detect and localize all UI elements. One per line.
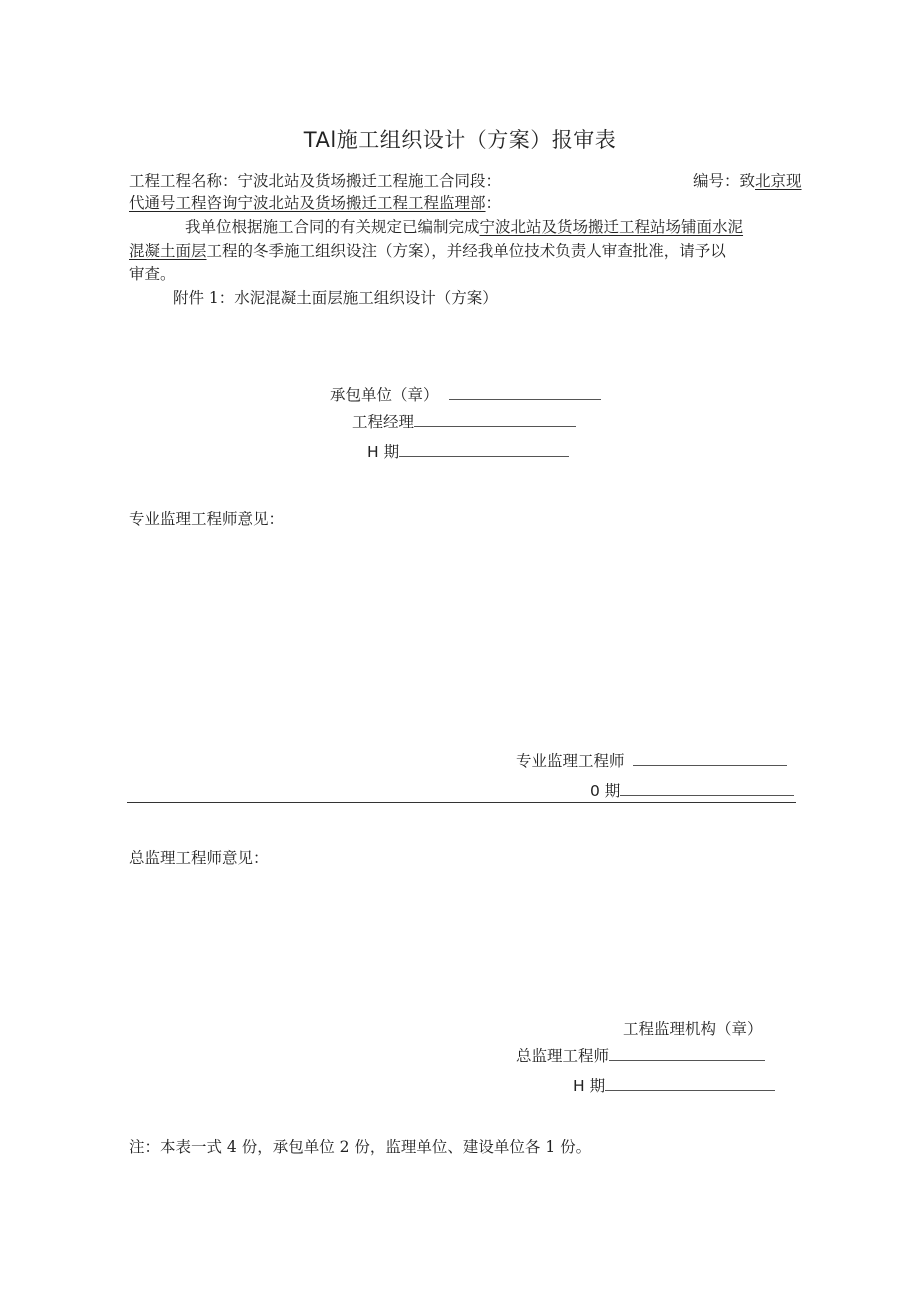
specialist-sign-label: 专业监理工程师 — [516, 752, 625, 770]
specialist-date-blank[interactable] — [620, 781, 794, 796]
specialist-date-row — [590, 780, 794, 802]
section-divider — [127, 802, 796, 803]
contractor-unit-label: 承包单位（章） — [330, 386, 439, 404]
addressee-line — [129, 192, 501, 214]
specialist-opinion-label: 专业监理工程师意见： — [129, 510, 285, 528]
specialist-sign-row — [516, 750, 787, 772]
addressee-part2: 代通号工程咨询宁波北站及货场搬迁工程工程监理部 — [129, 194, 486, 212]
paragraph-rest: 工程的冬季施工组织设注（方案），并经我单位技术负责人审查批准，请予以 — [206, 242, 726, 260]
contractor-date-label: H 期 — [367, 443, 400, 461]
project-manager-blank[interactable] — [414, 412, 576, 427]
paragraph-line-3: 审查。 — [129, 265, 176, 283]
chief-sign-row — [516, 1045, 765, 1067]
contractor-unit-row — [330, 384, 601, 406]
project-manager-label: 工程经理 — [352, 413, 415, 431]
number-label: 编号：致 — [693, 172, 756, 190]
project-manager-row — [352, 411, 576, 433]
form-title: TAl施工组织设计（方案）报审表 — [303, 128, 617, 152]
specialist-sign-blank[interactable] — [633, 751, 787, 766]
project-scope-link-2: 混凝土面层 — [129, 242, 207, 260]
addressee-part1: 北京现 — [755, 172, 802, 190]
project-line — [129, 170, 501, 192]
contractor-date-row — [367, 441, 569, 463]
attachment-line: 附件 1：水泥混凝土面层施工组织设计（方案） — [173, 289, 498, 307]
paragraph-line-2 — [129, 240, 726, 262]
chief-date-blank[interactable] — [605, 1076, 775, 1091]
contractor-unit-blank[interactable] — [449, 385, 601, 400]
addressee-suffix: ： — [485, 194, 502, 212]
paragraph-prefix: 我单位根据施工合同的有关规定已编制完成 — [185, 218, 480, 236]
paragraph-line-1 — [185, 216, 743, 238]
specialist-date-label: 0 期 — [590, 782, 621, 800]
chief-opinion-label: 总监理工程师意见： — [129, 849, 269, 867]
project-scope-link-1: 宁波北站及货场搬迁工程站场铺面水泥 — [479, 218, 744, 236]
contractor-date-blank[interactable] — [399, 442, 569, 457]
chief-date-row — [573, 1075, 775, 1097]
project-label: 工程工程名称： — [129, 172, 238, 190]
chief-sign-label: 总监理工程师 — [516, 1047, 610, 1065]
chief-date-label: H 期 — [573, 1077, 606, 1095]
project-name: 宁波北站及货场搬迁工程施工合同段： — [237, 172, 502, 190]
supervision-org-label: 工程监理机构（章） — [623, 1020, 763, 1038]
chief-sign-blank[interactable] — [609, 1046, 765, 1061]
number-line — [693, 170, 802, 192]
copies-note: 注：本表一式 4 份，承包单位 2 份，监理单位、建设单位各 1 份。 — [129, 1138, 592, 1156]
